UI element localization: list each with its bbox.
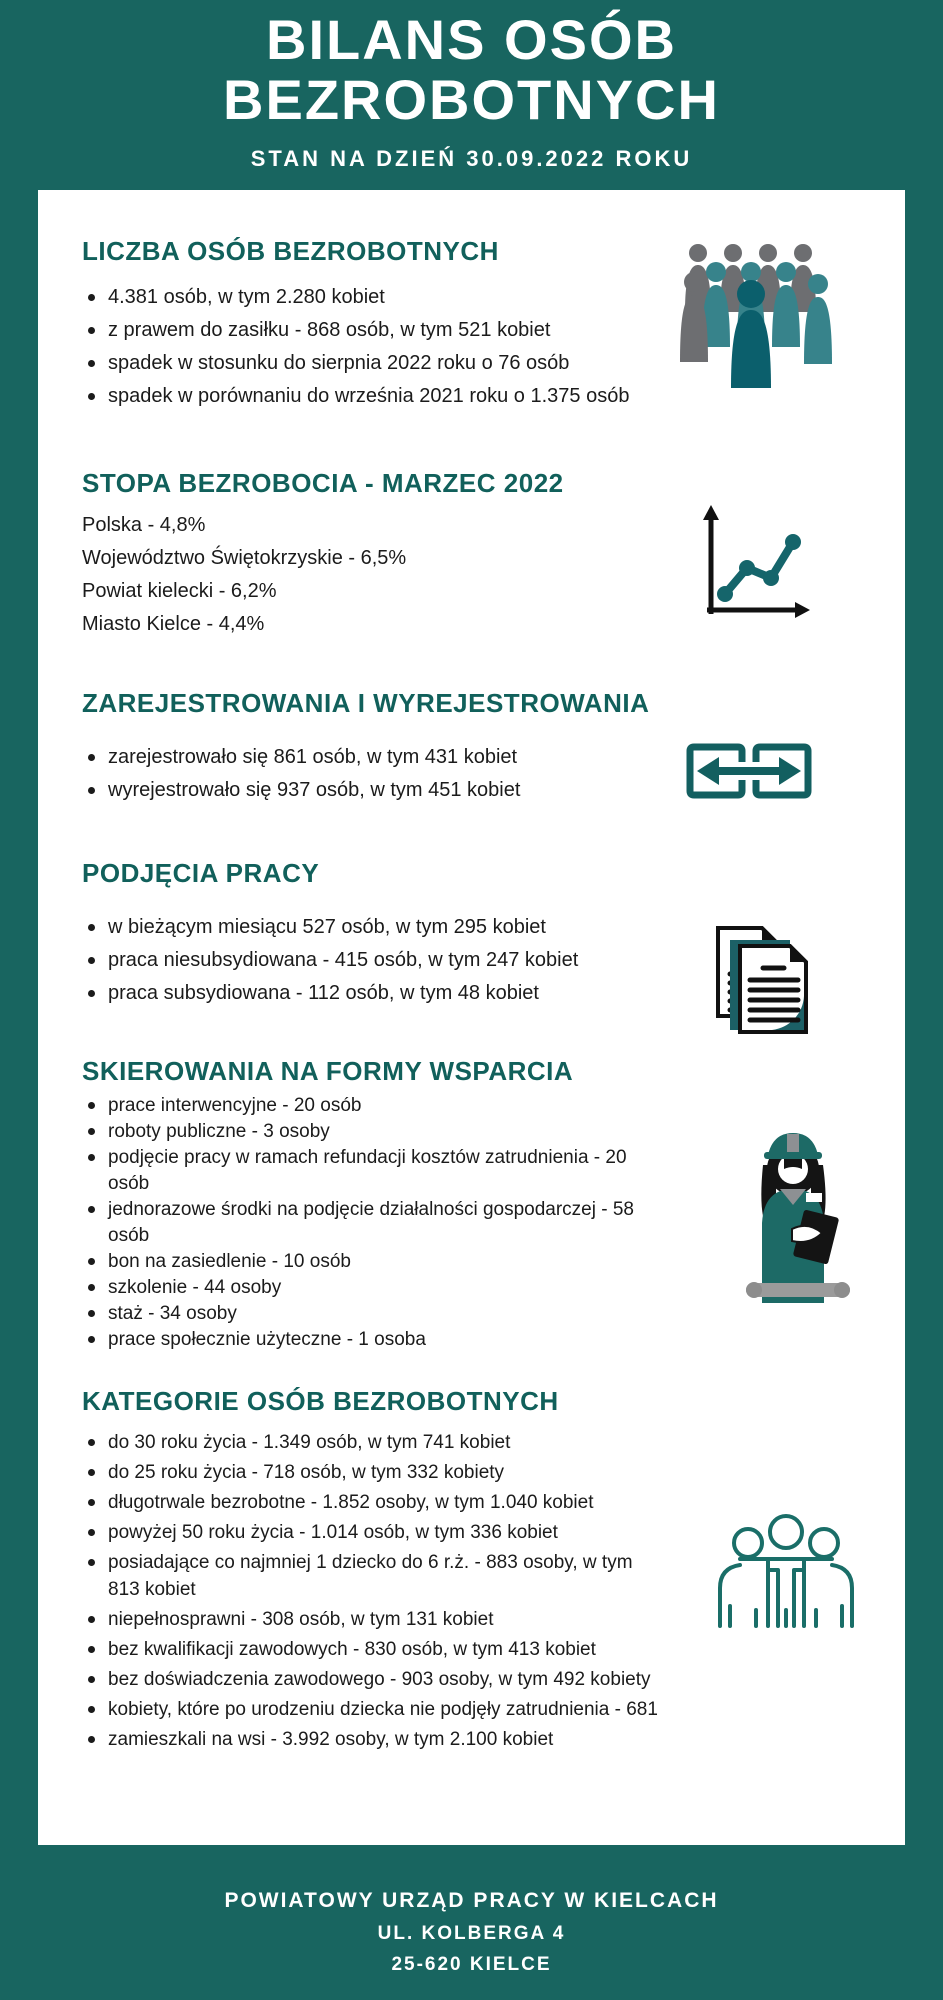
list-item: z prawem do zasiłku - 868 osób, w tym 521 kobiet <box>82 314 682 347</box>
bullet-list <box>82 1093 648 1353</box>
list-item: zamieszkali na wsi - 3.992 osoby, w tym 2.100 kobiet <box>82 1726 662 1753</box>
footer-street: UL. KOLBERGA 4 <box>377 1923 566 1944</box>
section-heading: KATEGORIE OSÓB BEZROBOTNYCH <box>82 1386 559 1416</box>
documents-icon <box>710 920 822 1034</box>
section-job-takeups <box>82 858 682 1010</box>
page-title-line2: BEZROBOTNYCH <box>223 68 720 131</box>
bullet-list <box>82 281 682 413</box>
list-item: zarejestrowało się 861 osób, w tym 431 kobiet <box>82 741 682 774</box>
section-unemployed-count <box>82 236 682 413</box>
section-registrations <box>82 688 682 807</box>
list-item: praca niesubsydiowana - 415 osób, w tym 247 kobiet <box>82 944 682 977</box>
list-item: bez kwalifikacji zawodowych - 830 osób, w tym 413 kobiet <box>82 1636 662 1663</box>
list-item: spadek w stosunku do sierpnia 2022 roku o 76 osób <box>82 347 682 380</box>
footer-org-name: POWIATOWY URZĄD PRACY W KIELCACH <box>224 1889 719 1912</box>
list-item: w bieżącym miesiącu 527 osób, w tym 295 kobiet <box>82 911 682 944</box>
page-title-line1: BILANS OSÓB <box>266 8 677 71</box>
list-item: bez doświadczenia zawodowego - 903 osoby, w tym 492 kobiety <box>82 1666 662 1693</box>
plain-list <box>82 509 682 641</box>
worker-icon <box>718 1125 868 1303</box>
bullet-list <box>82 741 682 807</box>
list-item: Polska - 4,8% <box>82 514 206 536</box>
bullet-list <box>82 1429 662 1753</box>
list-item: prace społecznie użyteczne - 1 osoba <box>82 1327 648 1353</box>
list-item: 4.381 osób, w tym 2.280 kobiet <box>82 281 682 314</box>
section-support-forms <box>82 1056 648 1353</box>
section-categories <box>82 1386 662 1756</box>
section-unemployment-rate <box>82 468 682 641</box>
section-heading: ZAREJESTROWANIA I WYREJESTROWANIA <box>82 688 650 718</box>
list-item: szkolenie - 44 osoby <box>82 1275 648 1301</box>
section-heading: PODJĘCIA PRACY <box>82 858 320 888</box>
list-item: do 30 roku życia - 1.349 osób, w tym 741 kobiet <box>82 1429 662 1456</box>
list-item: jednorazowe środki na podjęcie działalności gospodarczej - 58 osób <box>82 1197 648 1249</box>
group-outline-icon <box>710 1510 862 1628</box>
list-item: długotrwale bezrobotne - 1.852 osoby, w tym 1.040 kobiet <box>82 1489 662 1516</box>
list-item: do 25 roku życia - 718 osób, w tym 332 kobiety <box>82 1459 662 1486</box>
list-item: prace interwencyjne - 20 osób <box>82 1093 648 1119</box>
list-item: Miasto Kielce - 4,4% <box>82 613 265 635</box>
list-item: roboty publiczne - 3 osoby <box>82 1119 648 1145</box>
list-item: staż - 34 osoby <box>82 1301 648 1327</box>
list-item: bon na zasiedlenie - 10 osób <box>82 1249 648 1275</box>
list-item: wyrejestrowało się 937 osób, w tym 451 kobiet <box>82 774 682 807</box>
footer <box>0 1884 943 1980</box>
line-chart-icon <box>693 502 813 622</box>
bullet-list <box>82 911 682 1010</box>
section-heading: SKIEROWANIA NA FORMY WSPARCIA <box>82 1056 574 1086</box>
list-item: spadek w porównaniu do września 2021 roku o 1.375 osób <box>82 380 682 413</box>
section-heading: LICZBA OSÓB BEZROBOTNYCH <box>82 236 499 266</box>
page-subtitle: STAN NA DZIEŃ 30.09.2022 ROKU <box>250 146 693 171</box>
crowd-icon <box>678 240 836 390</box>
list-item: niepełnosprawni - 308 osób, w tym 131 kobiet <box>82 1606 662 1633</box>
in-out-arrows-icon <box>683 738 815 804</box>
list-item: Powiat kielecki - 6,2% <box>82 580 277 602</box>
content-card <box>38 190 905 1845</box>
footer-city: 25-620 KIELCE <box>391 1954 552 1975</box>
list-item: Województwo Świętokrzyskie - 6,5% <box>82 547 407 569</box>
list-item: podjęcie pracy w ramach refundacji kosztów zatrudnienia - 20 osób <box>82 1145 648 1197</box>
list-item: praca subsydiowana - 112 osób, w tym 48 kobiet <box>82 977 682 1010</box>
section-heading: STOPA BEZROBOCIA - MARZEC 2022 <box>82 468 564 498</box>
list-item: kobiety, które po urodzeniu dziecka nie podjęły zatrudnienia - 681 <box>82 1696 662 1723</box>
list-item: posiadające co najmniej 1 dziecko do 6 r.ż. - 883 osoby, w tym 813 kobiet <box>82 1549 662 1603</box>
list-item: powyżej 50 roku życia - 1.014 osób, w tym 336 kobiet <box>82 1519 662 1546</box>
page-title <box>0 10 943 130</box>
